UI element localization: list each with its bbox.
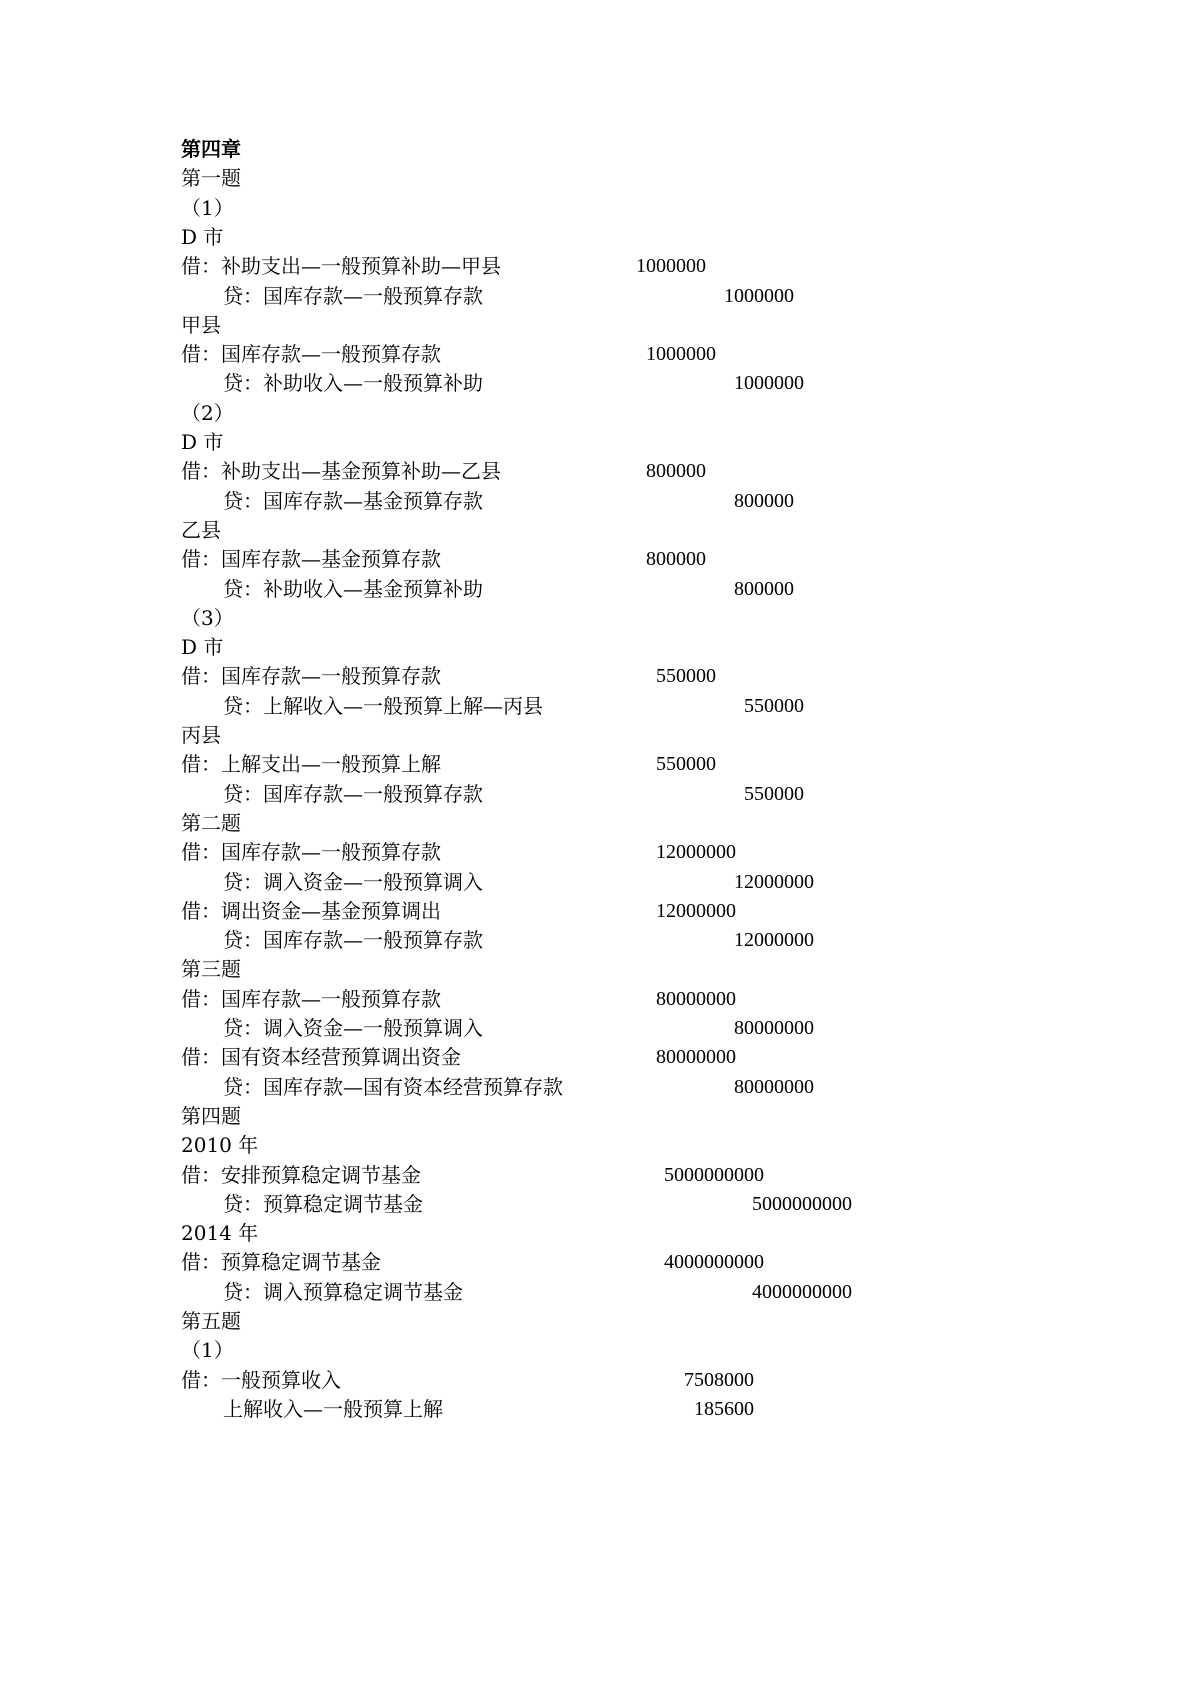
credit-amount: 800000 [734,577,794,600]
line-text: D 市 [181,224,224,249]
debit-amount: 1000000 [646,343,716,366]
credit-amount: 550000 [744,694,804,717]
debit-account-text: 借：国库存款—一般预算存款 [181,840,441,865]
section-label [181,310,1081,341]
journal-entry-line [181,691,1081,722]
journal-entry-line [181,1394,1081,1425]
line-text: 2014 年 [181,1221,259,1246]
line-text: （2） [181,400,234,425]
line-text: 乙县 [181,517,221,542]
journal-entry-line [181,1365,1081,1396]
section-label [181,398,1081,429]
credit-account-text: 贷：调入资金—一般预算调入 [223,1016,483,1040]
debit-account-text: 借：补助支出—一般预算补助—甲县 [181,254,501,279]
credit-account-text: 贷：国库存款—一般预算存款 [223,928,483,953]
debit-account-text: 借：上解支出—一般预算上解 [181,752,441,777]
section-label [181,1101,1081,1132]
debit-amount: 4000000000 [664,1251,764,1274]
journal-entry-line [181,281,1081,312]
section-label [181,1218,1081,1249]
journal-entry-line [181,1160,1081,1191]
journal-entry-line [181,339,1081,370]
credit-amount: 80000000 [734,1017,814,1039]
credit-amount: 12000000 [734,870,814,893]
section-label [181,427,1081,458]
debit-account-text: 借：补助支出—基金预算补助—乙县 [181,459,501,484]
section-label [181,193,1081,224]
credit-account-text: 贷：预算稳定调节基金 [223,1191,423,1216]
credit-amount: 1000000 [734,372,804,395]
debit-account-text: 借：国库存款—一般预算存款 [181,986,441,1011]
line-text: 第一题 [181,166,241,191]
debit-amount: 550000 [656,665,716,688]
journal-entry-line [181,925,1081,956]
debit-amount: 800000 [646,460,706,483]
debit-account-text: 借：一般预算收入 [181,1367,341,1392]
journal-entry-line [181,574,1081,605]
credit-account-text: 贷：补助收入—基金预算补助 [223,576,483,601]
section-label [181,603,1081,634]
journal-entry-line [181,661,1081,692]
credit-account-text: 贷：调入预算稳定调节基金 [223,1279,463,1304]
debit-amount: 12000000 [656,899,736,922]
debit-amount: 7508000 [684,1368,754,1391]
debit-account-text: 借：调出资金—基金预算调出 [181,898,441,923]
credit-amount: 800000 [734,489,794,512]
journal-entry-line [181,1277,1081,1308]
section-label [181,808,1081,839]
line-text: （1） [181,195,234,220]
line-text: 第三题 [181,957,241,982]
journal-entry-line [181,1247,1081,1278]
credit-amount: 4000000000 [752,1280,852,1303]
journal-entry-line [181,867,1081,898]
section-label [181,222,1081,253]
debit-amount: 550000 [656,753,716,776]
debit-account-text: 借：安排预算稳定调节基金 [181,1162,421,1187]
credit-amount: 5000000000 [752,1192,852,1215]
journal-entry-line [181,896,1081,927]
line-text: 甲县 [181,312,221,337]
journal-entry-line [181,486,1081,517]
line-text: （3） [181,605,234,630]
journal-entry-line [181,1013,1081,1044]
debit-amount: 12000000 [656,841,736,864]
debit-amount: 80000000 [656,987,736,1010]
journal-entry-line [181,456,1081,487]
line-text: D 市 [181,430,224,454]
journal-entry-line [181,251,1081,282]
credit-amount: 12000000 [734,929,814,952]
credit-account-text: 贷：国库存款—基金预算存款 [223,488,483,513]
journal-entry-line [181,368,1081,399]
section-label [181,1335,1081,1366]
credit-amount: 550000 [744,782,804,805]
debit-amount: 1000000 [636,255,706,278]
journal-entry-line [181,837,1081,868]
journal-entry-line [181,1072,1081,1103]
line-text: 第五题 [181,1309,241,1333]
section-label [181,720,1081,751]
line-text: 2010 年 [181,1133,259,1158]
journal-entry-line [181,544,1081,575]
credit-amount: 1000000 [724,284,794,307]
line-text: （1） [181,1338,234,1363]
debit-account-text: 借：预算稳定调节基金 [181,1250,381,1275]
section-label [181,515,1081,546]
line-text: 第四章 [181,137,241,161]
debit-account-text: 借：国库存款—基金预算存款 [181,547,441,572]
chapter-heading [181,134,1081,165]
journal-entry-line [181,749,1081,780]
journal-entry-line [181,1189,1081,1220]
line-text: 第二题 [181,810,241,835]
credit-account-text: 贷：国库存款—一般预算存款 [223,781,483,806]
line-text: D 市 [181,635,224,660]
debit-account-text: 上解收入—一般预算上解 [223,1396,443,1421]
line-text: 丙县 [181,723,221,747]
section-label [181,1306,1081,1337]
journal-entry-line [181,984,1081,1015]
section-label [181,1130,1081,1161]
credit-account-text: 贷：补助收入—一般预算补助 [223,371,483,396]
credit-account-text: 贷：国库存款—国有资本经营预算存款 [223,1074,563,1099]
section-label [181,954,1081,985]
debit-amount: 80000000 [656,1046,736,1069]
credit-account-text: 贷：国库存款—一般预算存款 [223,283,483,308]
section-label [181,163,1081,194]
line-text: 第四题 [181,1103,241,1128]
debit-amount: 5000000000 [664,1163,764,1186]
debit-account-text: 借：国库存款—一般预算存款 [181,664,441,689]
debit-account-text: 借：国库存款—一般预算存款 [181,342,441,367]
credit-account-text: 贷：调入资金—一般预算调入 [223,869,483,894]
journal-entry-line [181,1042,1081,1073]
credit-amount: 80000000 [734,1075,814,1098]
section-label [181,632,1081,663]
debit-amount: 185600 [694,1397,754,1420]
debit-account-text: 借：国有资本经营预算调出资金 [181,1045,461,1070]
debit-amount: 800000 [646,548,706,571]
journal-entry-line [181,779,1081,810]
credit-account-text: 贷：上解收入—一般预算上解—丙县 [223,693,543,718]
